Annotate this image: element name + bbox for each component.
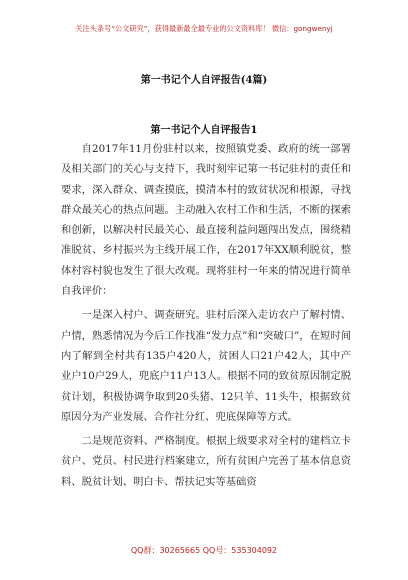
paragraph-intro: 自2017年11月份驻村以来，按照镇党委、政府的统一部署及相关部门的关心与支持下，我时刻牢记第一书记驻村的责任和要求，深入群众、调查摸底，摸清本村的致贫状况和根源，寻找群众最关心的热点问题。主动融入农村工作和生活，不断的探索和创新，以解决村民最关心、最直接利益问题闯出发点，围绕精准脱贫、乡村振兴为主线开展工作，在2017年XX顺利脱贫，整体村容村貌也发生了很大改观。现将驻村一年来的情况进行简单自我评价： xyxy=(61,143,351,298)
document-title: 第一书记个人自评报告(4篇) xyxy=(140,75,268,86)
paragraph-standardization: 二是规范资料、严格制度。根据上级要求对全村的建档立卡贫户、党员、村民进行档案建立，所有贫困户完善了基本信息资料、脱贫计划、明白卡、帮扶记实等基础资 xyxy=(61,435,351,488)
footer-contact: QQ群：30265665 QQ号：535304092 xyxy=(130,546,278,555)
section-title: 第一书记个人自评报告1 xyxy=(150,125,258,136)
document-body xyxy=(61,139,351,492)
header-banner: 关注头条号“公文研究”，获得最新最全最专业的公文资料库！ 微信：gongwenyj xyxy=(75,24,333,33)
paragraph-investigation: 一是深入村户、调查研究。驻村后深入走访农户了解村情、户情，熟悉情况为今后工作找准“发力点”和“突破口”，在短时间内了解到全村共有135户420人，贫困人口21户42人，其中产业户10户29人，兜底户11户13人。根据不同的致贫原因制定脱贫计划，积极协调争取到20头猪、12只羊、11头牛，根据致贫原因分为产业发展、合作社分红、兜底保障等方式。 xyxy=(61,309,351,423)
